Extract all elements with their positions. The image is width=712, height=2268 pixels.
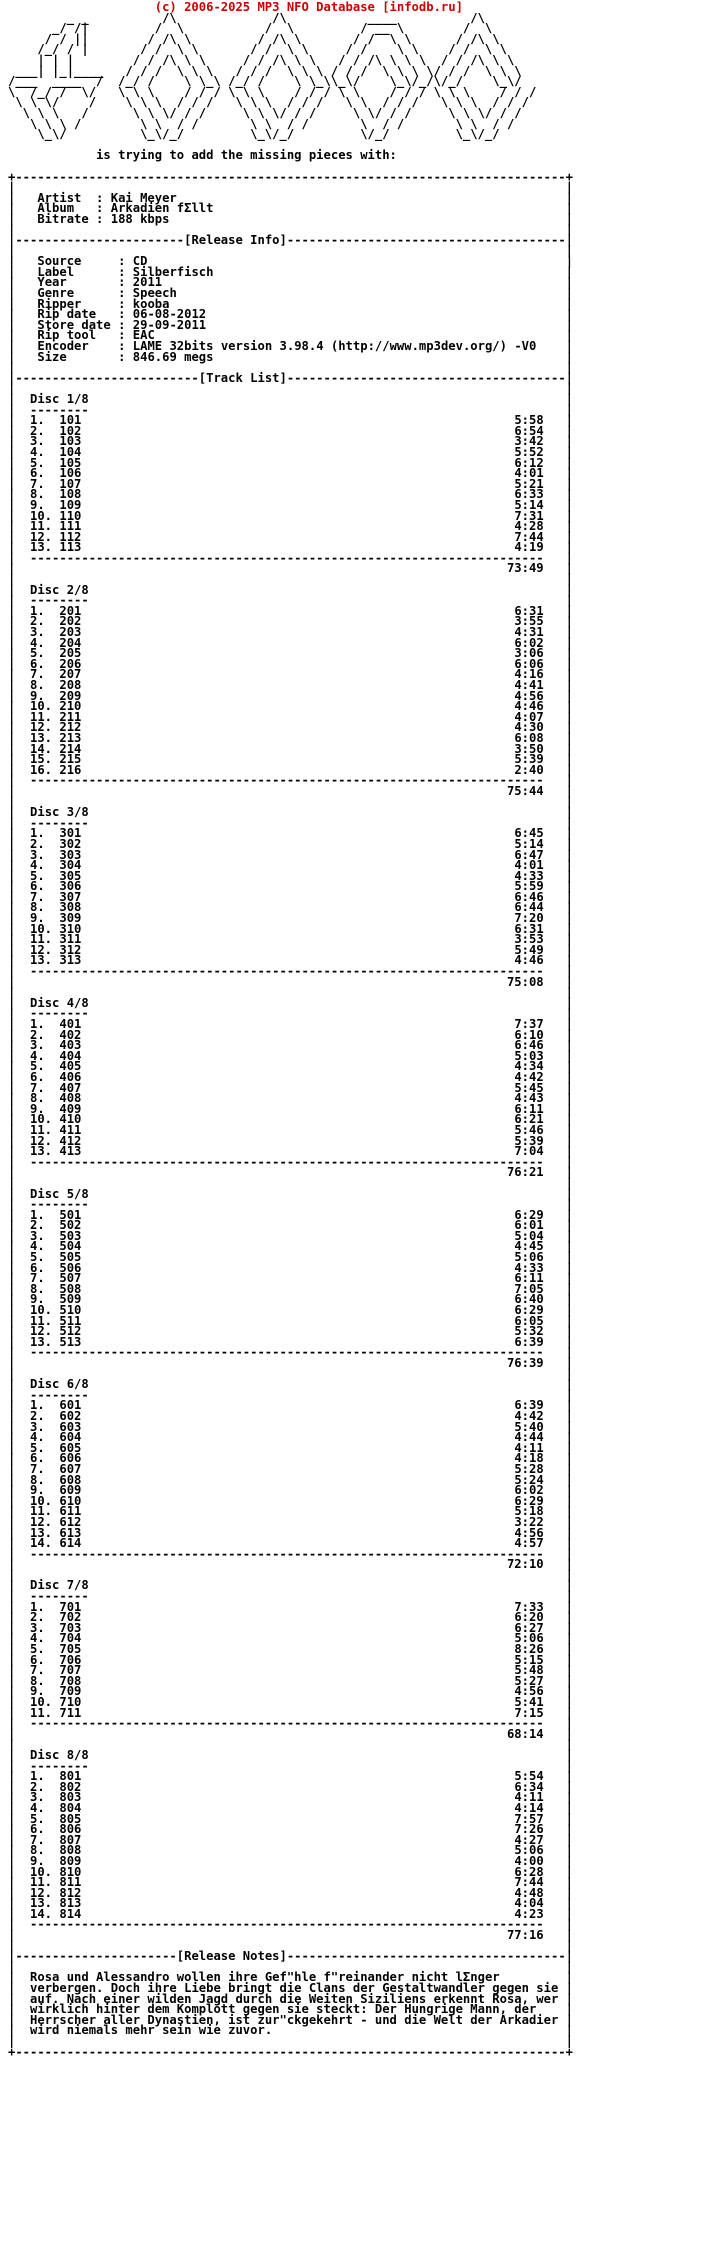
track-title: 411 (59, 1122, 82, 1137)
track-title: 203 (59, 625, 82, 640)
track-duration: 4:56 (514, 688, 544, 703)
track-title: 502 (59, 1218, 82, 1233)
logo-art-line: \ \ \/ / \ \ \ / / / \ \ \ / / / \ \ / / / \ \ \ / / / (8, 95, 529, 110)
track-title: 704 (59, 1631, 82, 1646)
track-title: 706 (59, 1652, 82, 1667)
track-title: 207 (59, 667, 82, 682)
track-duration: 6:47 (514, 847, 544, 862)
track-title: 511 (59, 1313, 82, 1328)
release-info-value: EAC (132, 328, 155, 343)
track-duration: 7:33 (514, 1599, 544, 1614)
credit-line: (c) 2006-2025 MP3 NFO Database [infodb.ru] (154, 0, 463, 14)
track-title: 513 (59, 1334, 82, 1349)
track-duration: 5:52 (514, 444, 544, 459)
track-title: 603 (59, 1419, 82, 1434)
track-title: 606 (59, 1451, 82, 1466)
track-duration: 5:04 (514, 1228, 544, 1243)
track-duration: 6:29 (514, 1493, 544, 1508)
tagline: is trying to add the missing pieces with: (96, 148, 397, 163)
logo-art-line: /___ ____ / /_/ / \ \_\ /_/ / \ \_\\_\/ \_\/_/\/_/ \_\/ (8, 74, 522, 89)
release-info-value: Speech (132, 286, 177, 301)
track-title: 604 (59, 1430, 82, 1445)
track-title: 305 (59, 868, 82, 883)
track-duration: 5:32 (514, 1324, 544, 1339)
disc-title: Disc 5/8 (30, 1186, 89, 1201)
disc-total: 73:49 (506, 561, 544, 576)
track-title: 702 (59, 1610, 82, 1625)
logo-art-line: / / || / /\ \ / /\ \ / / \ \ / /\ \ (8, 31, 500, 46)
track-duration: 6:02 (514, 1483, 544, 1498)
track-title: 303 (59, 847, 82, 862)
track-title: 403 (59, 1038, 82, 1053)
disc-title: Disc 8/8 (30, 1747, 89, 1762)
track-title: 801 (59, 1769, 82, 1784)
track-title: 210 (59, 699, 82, 714)
track-title: 407 (59, 1080, 82, 1095)
track-duration: 4:48 (514, 1885, 544, 1900)
track-duration: 6:08 (514, 730, 544, 745)
track-duration: 4:00 (514, 1853, 544, 1868)
release-info-key: Store date (37, 317, 119, 332)
release-info-value: 06-08-2012 (132, 307, 207, 322)
release-info-key: Rip date (37, 307, 119, 322)
track-title: 510 (59, 1303, 82, 1318)
track-duration: 3:55 (514, 614, 544, 629)
track-duration: 3:50 (514, 741, 544, 756)
track-duration: 7:37 (514, 1017, 544, 1031)
disc-title: Disc 6/8 (30, 1377, 89, 1392)
track-duration: 4:33 (514, 1260, 544, 1275)
release-notes-line: Herrscher aller Dynastien, ist zur"ckgekehrt - und die Welt der Arkadier (30, 2012, 559, 2027)
track-duration: 6:10 (514, 1027, 544, 1042)
track-duration: 6:27 (514, 1620, 544, 1635)
release-info-value: LAME 32bits version 3.98.4 (http://www.mp3dev.org/) -V0 (132, 339, 537, 353)
track-title: 612 (59, 1514, 82, 1529)
track-duration: 4:27 (514, 1832, 544, 1847)
track-duration: 6:28 (514, 1864, 544, 1879)
track-title: 109 (59, 497, 82, 512)
logo-art-line: ___| |_|____ / / / \ \ \ / / / \ \ \ / / / \ \ \ \/ / / \ \ \ (8, 63, 522, 78)
track-title: 504 (59, 1239, 82, 1254)
track-title: 707 (59, 1663, 82, 1678)
track-title: 811 (59, 1875, 82, 1890)
nfo-document: (c) 2006-2025 MP3 NFO Database [infodb.ru] _ _ /\ /\ ____ /\ _/ /| / \ / \ / __ \ / \ / / || / /\ \ / /\ \ / / \ \ / /\ \ /_/ / | / / \ \ / / \ \ / / \ \ / / \ \ | | | / / /\ \ \ / / /\ \ \ / / /\ \ \ \ / / /\ \ \ ___| |_|____ / / / \ \ \ / / / \ \ \ / / / \ \ \ \/ / / \ \ \ /___ ____ / /_/ / \ \_\ /_/ / \ \_\\_\/ \_\/_/\/_/ \_\/ \ /_/ / \/ \ \ \ / / / \ \ \ / / / \ \ / / / \ \ \ / / / \ \ \/ / \ \ \ / / / \ \ \ / / / \ \ / / / \ \ \ / / / \ \ \ / \ \ \/ / / \ \ \/ / / \ \/ / / \ \ \/ / / \ \ \ / \ \ / / \ \ / / \ / / \ \ / / \_\/ \_\/_/ \_\/_/ \/_/ \_\/_/ is trying to add the missing pieces with: +---------------------------------------------------------------------------+ | | | Artist : Kai Meyer | | Album : Arkadien fΣllt | | Bitrate : 188 kbps | | | |-----------------------[Release Info]--------------------------------------| | | | Source : CD | | Label : Silberfisch | | Year : 2011 | | Genre : Speech | | Ripper : kooba | | Rip date : 06-08-2012 | | Store date : 29-09-2011 | | Rip tool : EAC | | Encoder : LAME 32bits version 3.98.4 (http://www.mp3dev.org/) -V0 | | Size : 846.69 megs | | | |-------------------------[Track List]--------------------------------------| | | | Disc 1/8 | | -------- | | 1. 101 5:58 | | 2. 102 6:54 | | 3. 103 3:42 | | 4. 104 5:52 | | 5. 105 6:12 | | 6. 106 4:01 | | 7. 107 5:21 | | 8. 108 6:33 | | 9. 109 5:14 | | 10. 110 7:31 | | 11. 111 4:28 | | 12. 112 7:44 | | 13. 113 4:19 | | ---------------------------------------------------------------------- | | 73:49 | | | | Disc 2/8 | | -------- | | 1. 201 6:31 | | 2. 202 3:55 | | 3. 203 4:31 | | 4. 204 6:02 | | 5. 205 3:06 | | 6. 206 6:06 | | 7. 207 4:16 | | 8. 208 4:41 | | 9. 209 4:56 | | 10. 210 4:46 | | 11. 211 4:07 | | 12. 212 4:30 | | 13. 213 6:08 | | 14. 214 3:50 | | 15. 215 5:39 | | 16. 216 2:40 | | ---------------------------------------------------------------------- | | 75:44 | | | | Disc 3/8 | | -------- | | 1. 301 6:45 | | 2. 302 5:14 | | 3. 303 6:47 | | 4. 304 4:01 | | 5. 305 4:33 | | 6. 306 5:59 | | 7. 307 6:46 | | 8. 308 6:44 | | 9. 309 7:20 | | 10. 310 6:31 | | 11. 311 3:53 | | 12. 312 5:49 | | 13. 313 4:46 | | ---------------------------------------------------------------------- | | 75:08 | | | | Disc 4/8 | | -------- | | 1. 401 7:37 | | 2. 402 6:10 | | 3. 403 6:46 | | 4. 404 5:03 | | 5. 405 4:34 | | 6. 406 4:42 | | 7. 407 5:45 | | 8. 408 4:43 | | 9. 409 6:11 | | 10. 410 6:21 | | 11. 411 5:46 | | 12. 412 5:39 | | 13. 413 7:04 | | ---------------------------------------------------------------------- | | 76:21 | | | | Disc 5/8 | | -------- | | 1. 501 6:29 | | 2. 502 6:01 | | 3. 503 5:04 | | 4. 504 4:45 | | 5. 505 5:06 | | 6. 506 4:33 | | 7. 507 6:11 | | 8. 508 7:05 | | 9. 509 6:40 | | 10. 510 6:29 | | 11. 511 6:05 | | 12. 512 5:32 | | 13. 513 6:39 | | ---------------------------------------------------------------------- | | 76:39 | | | | Disc 6/8 | | -------- | | 1. 601 6:39 | | 2. 602 4:42 | | 3. 603 5:40 | | 4. 604 4:44 | | 5. 605 4:11 | | 6. 606 4:18 | | 7. 607 5:28 | | 8. 608 5:24 | | 9. 609 6:02 | | 10. 610 6:29 | | 11. 611 5:18 | | 12. 612 3:22 | | 13. 613 4:56 | | 14. 614 4:57 | | ---------------------------------------------------------------------- | | 72:10 | | | | Disc 7/8 | | -------- | | 1. 701 7:33 | | 2. 702 6:20 | | 3. 703 6:27 | | 4. 704 5:06 | | 5. 705 8:26 | | 6. 706 5:15 | | 7. 707 5:48 | | 8. 708 5:27 | | 9. 709 4:56 | | 10. 710 5:41 | | 11. 711 7:15 | | ---------------------------------------------------------------------- | | 68:14 | | | | Disc 8/8 | | -------- | | 1. 801 5:54 | | 2. 802 6:34 | | 3. 803 4:11 | | 4. 804 4:14 | | 5. 805 7:57 | | 6. 806 7:26 | | 7. 807 4:27 | | 8. 808 5:06 | | 9. 809 4:00 | | 10. 810 6:28 | | 11. 811 7:44 | | 12. 812 4:48 | | 13. 813 4:04 | | 14. 814 4:23 | | ---------------------------------------------------------------------- | | 77:16 | | | |----------------------[Release Notes]--------------------------------------| | | | Rosa und Alessandro wollen ihre Gef"hle f"reinander nicht lΣnger | | verbergen. Doch ihre Liebe bringt die Clans der Gestaltwandler gegen sie | | auf. Nach einer wilden Jagd durch die Weiten Siziliens erkennt Rosa, wer | | wirklich hinter dem Komplott gegen sie steckt: Der Hungrige Mann, der | | Herrscher aller Dynastien, ist zur"ckgekehrt - und die Welt der Arkadier | | wird niemals mehr sein wie zuvor. | | | +---------------------------------------------------------------------------+ (8, 0, 574, 2059)
bitrate-value: 188 kbps (110, 211, 170, 226)
track-title: 213 (59, 730, 82, 745)
release-notes-line: wird niemals mehr sein wie zuvor. (30, 2023, 273, 2038)
track-duration: 4:01 (514, 466, 544, 481)
track-duration: 4:16 (514, 667, 544, 682)
disc-total: 75:08 (506, 974, 544, 989)
track-title: 309 (59, 911, 82, 926)
track-title: 311 (59, 932, 82, 947)
release-info-key: Genre (37, 286, 119, 301)
track-duration: 4:11 (514, 1790, 544, 1805)
logo-art-line: _/ /| / \ / \ / __ \ / \ (8, 21, 493, 36)
disc-title: Disc 3/8 (30, 805, 89, 820)
track-title: 104 (59, 444, 82, 459)
track-title: 101 (59, 413, 82, 428)
track-duration: 6:01 (514, 1218, 544, 1233)
track-title: 204 (59, 635, 82, 650)
track-title: 804 (59, 1800, 82, 1815)
track-duration: 6:54 (514, 423, 544, 438)
release-notes-header: Release Notes (184, 1949, 280, 1964)
track-title: 803 (59, 1790, 82, 1805)
track-title: 306 (59, 879, 82, 894)
track-duration: 6:46 (514, 889, 544, 904)
track-title: 506 (59, 1260, 82, 1275)
track-title: 102 (59, 423, 82, 438)
disc-title: Disc 1/8 (30, 391, 89, 406)
disc-total: 68:14 (506, 1726, 544, 1741)
track-list-header: Track List (206, 370, 280, 385)
track-title: 807 (59, 1832, 82, 1847)
track-title: 810 (59, 1864, 82, 1879)
track-title: 304 (59, 858, 82, 873)
track-duration: 6:31 (514, 921, 544, 936)
track-title: 209 (59, 688, 82, 703)
release-info-value: CD (132, 254, 148, 269)
track-duration: 4:07 (514, 709, 544, 724)
track-duration: 3:06 (514, 646, 544, 661)
track-duration: 5:39 (514, 752, 544, 767)
track-duration: 4:41 (514, 678, 544, 692)
disc-title: Disc 4/8 (30, 995, 89, 1010)
track-title: 107 (59, 476, 82, 491)
track-title: 802 (59, 1779, 82, 1794)
release-info-value: 29-09-2011 (132, 317, 207, 332)
track-duration: 6:11 (514, 1271, 544, 1286)
track-duration: 5:54 (514, 1769, 544, 1784)
track-title: 608 (59, 1472, 82, 1487)
disc-title: Disc 7/8 (30, 1578, 89, 1593)
track-title: 103 (59, 434, 82, 449)
track-duration: 4:23 (514, 1906, 544, 1921)
track-duration: 7:44 (514, 1875, 544, 1890)
track-duration: 3:53 (514, 932, 544, 947)
track-title: 312 (59, 942, 82, 957)
track-title: 605 (59, 1440, 82, 1455)
track-title: 307 (59, 889, 82, 904)
track-duration: 7:15 (514, 1705, 544, 1720)
track-title: 215 (59, 752, 82, 767)
release-info-key: Source (37, 254, 119, 269)
track-duration: 4:28 (514, 519, 544, 534)
release-info-key: Ripper (37, 296, 119, 311)
track-duration: 4:31 (514, 625, 544, 640)
track-duration: 4:42 (514, 1069, 544, 1084)
track-duration: 4:44 (514, 1430, 544, 1445)
track-duration: 6:40 (514, 1292, 544, 1307)
track-duration: 4:30 (514, 720, 544, 735)
disc-total: 75:44 (506, 783, 544, 798)
album-value: Arkadien fΣllt (110, 201, 214, 216)
track-title: 508 (59, 1281, 82, 1296)
track-duration: 5:46 (514, 1122, 544, 1137)
track-title: 201 (59, 603, 82, 618)
track-title: 512 (59, 1324, 82, 1339)
track-title: 404 (59, 1048, 82, 1063)
track-duration: 4:34 (514, 1059, 544, 1074)
release-info-key: Size (37, 349, 119, 364)
track-title: 413 (59, 1144, 82, 1159)
track-title: 202 (59, 614, 82, 629)
track-title: 406 (59, 1069, 82, 1084)
track-duration: 6:44 (514, 900, 544, 915)
track-duration: 6:45 (514, 826, 544, 841)
track-duration: 5:48 (514, 1663, 544, 1678)
track-title: 308 (59, 900, 82, 915)
artist-value: Kai Meyer (110, 190, 177, 205)
track-duration: 5:06 (514, 1250, 544, 1265)
track-title: 208 (59, 678, 82, 692)
disc-total: 72:10 (506, 1557, 544, 1572)
release-notes-line: Rosa und Alessandro wollen ihre Gef"hle f"reinander nicht lΣnger (30, 1970, 500, 1985)
release-info-value: 2011 (132, 275, 163, 290)
track-duration: 7:04 (514, 1144, 544, 1159)
release-notes-line: auf. Nach einer wilden Jagd durch die Weiten Siziliens erkennt Rosa, wer (30, 1991, 559, 2006)
logo-art-line: \ /_/ / \/ \ \ \ / / / \ \ \ / / / \ \ / / / \ \ \ / / / (8, 84, 537, 99)
track-duration: 5:40 (514, 1419, 544, 1434)
track-duration: 5:18 (514, 1504, 544, 1519)
track-duration: 7:20 (514, 911, 544, 926)
track-title: 601 (59, 1398, 82, 1413)
track-duration: 4:14 (514, 1800, 544, 1815)
track-duration: 4:56 (514, 1684, 544, 1699)
track-title: 809 (59, 1853, 82, 1868)
release-info-key: Encoder (37, 339, 119, 353)
track-duration: 5:45 (514, 1080, 544, 1095)
track-duration: 6:06 (514, 656, 544, 671)
track-title: 703 (59, 1620, 82, 1635)
track-duration: 7:44 (514, 529, 544, 544)
track-title: 108 (59, 487, 82, 502)
track-title: 701 (59, 1599, 82, 1614)
track-duration: 4:42 (514, 1408, 544, 1423)
track-duration: 5:24 (514, 1472, 544, 1487)
track-duration: 5:15 (514, 1652, 544, 1667)
track-title: 212 (59, 720, 82, 735)
track-title: 613 (59, 1525, 82, 1540)
track-title: 609 (59, 1483, 82, 1498)
track-duration: 6:34 (514, 1779, 544, 1794)
track-duration: 6:31 (514, 603, 544, 618)
track-duration: 4:18 (514, 1451, 544, 1466)
track-duration: 4:04 (514, 1896, 544, 1911)
release-info-value: kooba (132, 296, 170, 311)
track-title: 111 (59, 519, 82, 534)
track-title: 614 (59, 1536, 82, 1551)
track-duration: 7:57 (514, 1811, 544, 1826)
disc-total: 76:39 (506, 1356, 544, 1370)
logo-art-line: | | | / / /\ \ \ / / /\ \ \ / / /\ \ \ \ / / /\ \ \ (8, 52, 515, 67)
track-title: 813 (59, 1896, 82, 1911)
track-title: 301 (59, 826, 82, 841)
track-title: 602 (59, 1408, 82, 1423)
track-title: 812 (59, 1885, 82, 1900)
track-title: 310 (59, 921, 82, 936)
track-duration: 6:39 (514, 1398, 544, 1413)
track-duration: 5:14 (514, 497, 544, 512)
release-info-header: Release Info (191, 233, 280, 248)
disc-total: 77:16 (506, 1928, 544, 1943)
track-duration: 7:31 (514, 508, 544, 523)
track-title: 106 (59, 466, 82, 481)
track-title: 505 (59, 1250, 82, 1265)
track-duration: 7:05 (514, 1281, 544, 1296)
track-title: 808 (59, 1843, 82, 1858)
track-title: 507 (59, 1271, 82, 1286)
track-title: 710 (59, 1695, 82, 1709)
track-duration: 5:06 (514, 1843, 544, 1858)
track-duration: 5:06 (514, 1631, 544, 1646)
track-duration: 5:41 (514, 1695, 544, 1709)
track-title: 214 (59, 741, 82, 756)
release-info-key: Year (37, 275, 119, 290)
logo-art-line: \ \ \ / \ \ / / \ \ / / \ / / \ \ / / (8, 116, 515, 131)
track-title: 509 (59, 1292, 82, 1307)
track-duration: 5:58 (514, 413, 544, 428)
track-title: 206 (59, 656, 82, 671)
track-title: 216 (59, 762, 82, 777)
track-title: 711 (59, 1705, 82, 1720)
track-title: 814 (59, 1906, 82, 1921)
track-title: 410 (59, 1112, 82, 1127)
track-title: 607 (59, 1461, 82, 1476)
track-duration: 4:11 (514, 1440, 544, 1455)
track-duration: 6:02 (514, 635, 544, 650)
track-title: 709 (59, 1684, 82, 1699)
release-info-key: Rip tool (37, 328, 119, 343)
track-title: 409 (59, 1101, 82, 1116)
track-title: 313 (59, 953, 82, 968)
disc-title: Disc 2/8 (30, 582, 89, 597)
track-title: 501 (59, 1207, 82, 1222)
track-duration: 6:39 (514, 1334, 544, 1349)
track-duration: 5:28 (514, 1461, 544, 1476)
track-duration: 6:20 (514, 1610, 544, 1625)
track-duration: 4:57 (514, 1536, 544, 1551)
track-title: 412 (59, 1133, 82, 1148)
track-duration: 5:21 (514, 476, 544, 491)
track-title: 105 (59, 455, 82, 470)
track-title: 401 (59, 1017, 82, 1031)
track-duration: 6:11 (514, 1101, 544, 1116)
track-duration: 5:49 (514, 942, 544, 957)
track-duration: 6:29 (514, 1207, 544, 1222)
track-duration: 5:39 (514, 1133, 544, 1148)
track-duration: 6:29 (514, 1303, 544, 1318)
track-duration: 5:14 (514, 836, 544, 851)
track-duration: 7:26 (514, 1822, 544, 1837)
track-duration: 4:46 (514, 953, 544, 968)
track-title: 610 (59, 1493, 82, 1508)
track-duration: 3:42 (514, 434, 544, 449)
logo-art-line: \_\/ \_\/_/ \_\/_/ \/_/ \_\/_/ (8, 127, 500, 142)
track-duration: 2:40 (514, 762, 544, 777)
track-duration: 4:43 (514, 1091, 544, 1106)
track-title: 402 (59, 1027, 82, 1042)
track-title: 112 (59, 529, 82, 544)
track-title: 113 (59, 540, 82, 555)
track-duration: 4:45 (514, 1239, 544, 1254)
disc-total: 76:21 (506, 1165, 544, 1180)
track-duration: 4:19 (514, 540, 544, 555)
track-title: 110 (59, 508, 82, 523)
track-title: 708 (59, 1673, 82, 1688)
track-title: 205 (59, 646, 82, 661)
track-title: 611 (59, 1504, 82, 1519)
track-title: 405 (59, 1059, 82, 1074)
track-duration: 4:33 (514, 868, 544, 883)
track-duration: 5:59 (514, 879, 544, 894)
release-info-key: Label (37, 264, 119, 279)
track-title: 503 (59, 1228, 82, 1243)
track-duration: 4:56 (514, 1525, 544, 1540)
release-info-value: 846.69 megs (132, 349, 214, 364)
track-duration: 4:01 (514, 858, 544, 873)
logo-art-line: /_/ / | / / \ \ / / \ \ / / \ \ / / \ \ (8, 42, 507, 57)
release-notes-line: wirklich hinter dem Komplott gegen sie steckt: Der Hungrige Mann, der (30, 2002, 537, 2017)
track-duration: 6:12 (514, 455, 544, 470)
release-notes-line: verbergen. Doch ihre Liebe bringt die Clans der Gestaltwandler gegen sie (30, 1981, 559, 1996)
release-info-value: Silberfisch (132, 264, 214, 279)
logo-art-line: _ _ /\ /\ ____ /\ (8, 10, 485, 25)
track-title: 408 (59, 1091, 82, 1106)
logo-art-line: \ \ \ / \ \ \/ / / \ \ \/ / / \ \/ / / \ \ \/ / / (8, 105, 522, 120)
track-duration: 6:33 (514, 487, 544, 502)
track-duration: 3:22 (514, 1514, 544, 1529)
track-title: 805 (59, 1811, 82, 1826)
track-duration: 6:05 (514, 1313, 544, 1328)
track-duration: 5:03 (514, 1048, 544, 1063)
track-duration: 5:27 (514, 1673, 544, 1688)
track-duration: 6:21 (514, 1112, 544, 1127)
track-duration: 4:46 (514, 699, 544, 714)
track-duration: 6:46 (514, 1038, 544, 1053)
track-title: 211 (59, 709, 82, 724)
track-title: 705 (59, 1642, 82, 1657)
track-title: 302 (59, 836, 82, 851)
track-duration: 8:26 (514, 1642, 544, 1657)
track-title: 806 (59, 1822, 82, 1837)
